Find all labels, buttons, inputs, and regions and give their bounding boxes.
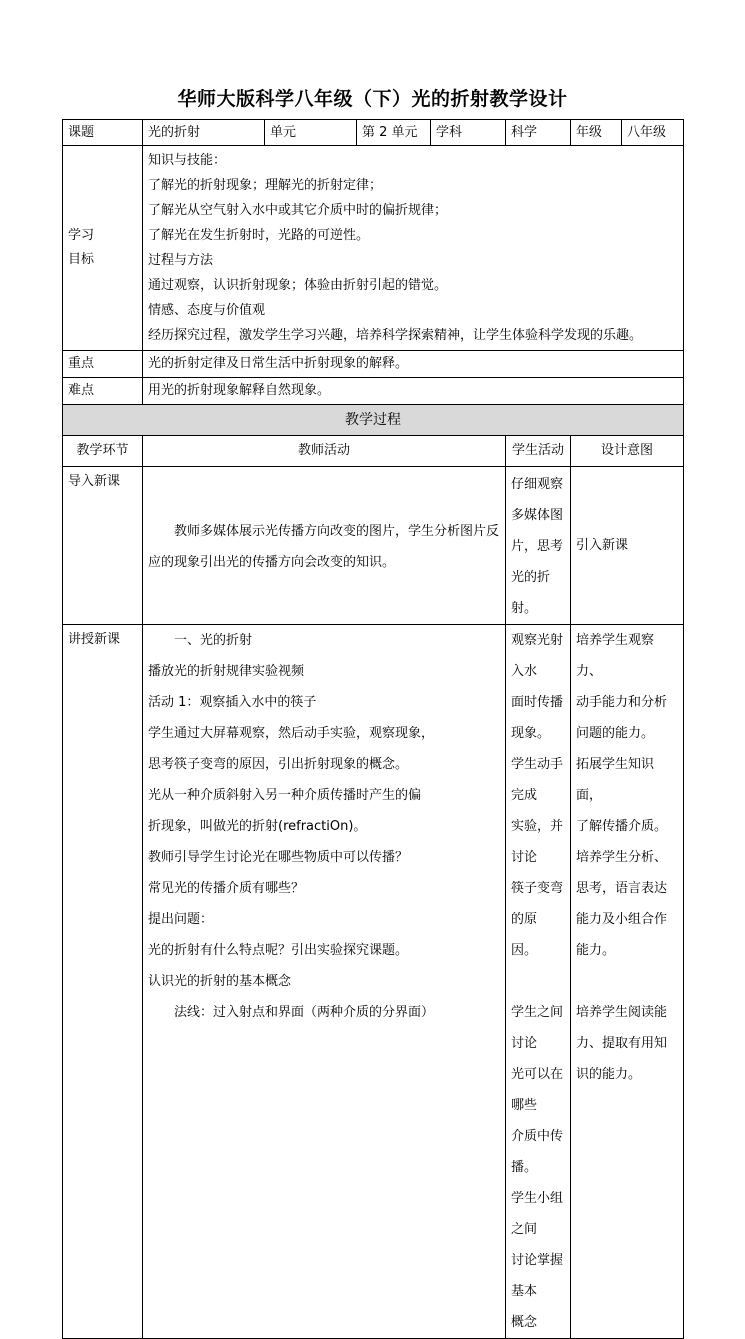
student-line: 观察光射入水 xyxy=(511,633,564,679)
student-line: 概念 xyxy=(511,1315,538,1330)
teacher-line: 折现象，叫做光的折射(refractiOn)。 xyxy=(148,819,367,834)
teacher-line: 播放光的折射规律实验视频 xyxy=(148,664,305,679)
student-line: 讨论掌握基本 xyxy=(511,1253,564,1299)
grade-label: 年级 xyxy=(571,120,622,146)
column-header-student: 学生活动 xyxy=(506,436,571,467)
intent-line: 动手能力和分析 xyxy=(576,695,668,710)
intent-line: 培养学生分析、 xyxy=(576,850,668,865)
lecture-student xyxy=(506,625,571,1339)
intent-line: 思考，语言表达 xyxy=(576,881,668,896)
lesson-plan-table xyxy=(62,119,684,1339)
intent-line: 能力及小组合作 xyxy=(576,912,668,927)
teacher-line: 活动 1：观察插入水中的筷子 xyxy=(148,695,317,710)
unit-label: 单元 xyxy=(265,120,357,146)
student-line: 介质中传播。 xyxy=(511,1129,564,1175)
objective-line: 通过观察，认识折射现象；体验由折射引起的错觉。 xyxy=(148,278,448,293)
key-point-value: 光的折射定律及日常生活中折射现象的解释。 xyxy=(143,351,684,378)
document-title: 华师大版科学八年级（下）光的折射教学设计 xyxy=(177,88,568,110)
objective-line: 了解光从空气射入水中或其它介质中时的偏折规律； xyxy=(148,203,448,218)
teacher-line: 认识光的折射的基本概念 xyxy=(148,974,292,989)
objective-line: 了解光的折射现象；理解光的折射定律； xyxy=(148,178,383,193)
teacher-line: 学生通过大屏幕观察，然后动手实验，观察现象， xyxy=(148,726,435,741)
intent-line: 力、提取有用知 xyxy=(576,1036,668,1051)
objective-line: 经历探究过程，激发学生学习兴趣，培养科学探索精神，让学生体验科学发现的乐趣。 xyxy=(148,328,643,343)
column-header-intent: 设计意图 xyxy=(571,436,684,467)
teacher-line: 思考筷子变弯的原因，引出折射现象的概念。 xyxy=(148,757,409,772)
grade-value: 八年级 xyxy=(622,120,684,146)
intent-line: 识的能力。 xyxy=(576,1067,642,1082)
process-heading-row xyxy=(63,405,684,436)
intro-row xyxy=(63,467,684,625)
intent-spacer xyxy=(576,966,678,997)
intent-line: 能力。 xyxy=(576,943,616,958)
teacher-line: 一、光的折射 xyxy=(174,633,253,648)
lecture-row xyxy=(63,625,684,1339)
objectives-row xyxy=(63,146,684,351)
topic-value: 光的折射 xyxy=(143,120,265,146)
intent-line: 了解传播介质。 xyxy=(576,819,668,834)
subject-value: 科学 xyxy=(506,120,571,146)
lecture-intent xyxy=(571,625,684,1339)
teacher-line: 法线：过入射点和界面（两种介质的分界面） xyxy=(174,1005,435,1020)
teacher-line: 光从一种介质斜射入另一种介质传播时产生的偏 xyxy=(148,788,422,803)
objectives-content xyxy=(143,146,684,351)
student-line: 面时传播现象。 xyxy=(511,695,564,741)
objective-line: 了解光在发生折射时，光路的可逆性。 xyxy=(148,228,370,243)
student-line: 因。 xyxy=(511,943,538,958)
process-heading: 教学过程 xyxy=(63,405,684,436)
column-header-stage: 教学环节 xyxy=(63,436,143,467)
topic-label: 课题 xyxy=(63,120,143,146)
teacher-line: 教师引导学生讨论光在哪些物质中可以传播？ xyxy=(148,850,409,865)
intro-intent: 引入新课 xyxy=(571,467,684,625)
difficulty-label: 难点 xyxy=(63,378,143,405)
process-header-row xyxy=(63,436,684,467)
objective-line: 知识与技能： xyxy=(148,153,227,168)
teacher-line: 光的折射有什么特点呢？引出实验探究课题。 xyxy=(148,943,409,958)
key-point-row xyxy=(63,351,684,378)
objective-line: 过程与方法 xyxy=(148,253,214,268)
difficulty-row xyxy=(63,378,684,405)
objectives-label: 学习 目标 xyxy=(63,146,143,351)
key-point-label: 重点 xyxy=(63,351,143,378)
difficulty-value: 用光的折射现象解释自然现象。 xyxy=(143,378,684,405)
intent-line: 拓展学生知识面， xyxy=(576,757,655,803)
intent-line: 问题的能力。 xyxy=(576,726,655,741)
intro-teacher: 教师多媒体展示光传播方向改变的图片，学生分析图片反应的现象引出光的传播方向会改变的知识。 xyxy=(143,467,506,625)
intent-line: 培养学生阅读能 xyxy=(576,1005,668,1020)
lecture-teacher xyxy=(143,625,506,1339)
column-header-teacher: 教师活动 xyxy=(143,436,506,467)
intro-stage: 导入新课 xyxy=(63,467,143,625)
intro-student: 仔细观察多媒体图片，思考光的折射。 xyxy=(506,467,571,625)
student-line: 学生之间讨论 xyxy=(511,1005,564,1051)
objective-line: 情感、态度与价值观 xyxy=(148,303,266,318)
intent-line: 培养学生观察力、 xyxy=(576,633,655,679)
teacher-line: 提出问题： xyxy=(148,912,214,927)
lecture-stage: 讲授新课 xyxy=(63,625,143,1339)
student-line: 筷子变弯的原 xyxy=(511,881,564,927)
teacher-line: 常见光的传播介质有哪些？ xyxy=(148,881,305,896)
info-row xyxy=(63,120,684,146)
student-line: 光可以在哪些 xyxy=(511,1067,564,1113)
subject-label: 学科 xyxy=(431,120,506,146)
student-line: 学生动手完成 xyxy=(511,757,564,803)
student-spacer xyxy=(511,966,565,997)
unit-value: 第 2 单元 xyxy=(357,120,431,146)
student-line: 实验，并讨论 xyxy=(511,819,564,865)
student-line: 学生小组之间 xyxy=(511,1191,564,1237)
